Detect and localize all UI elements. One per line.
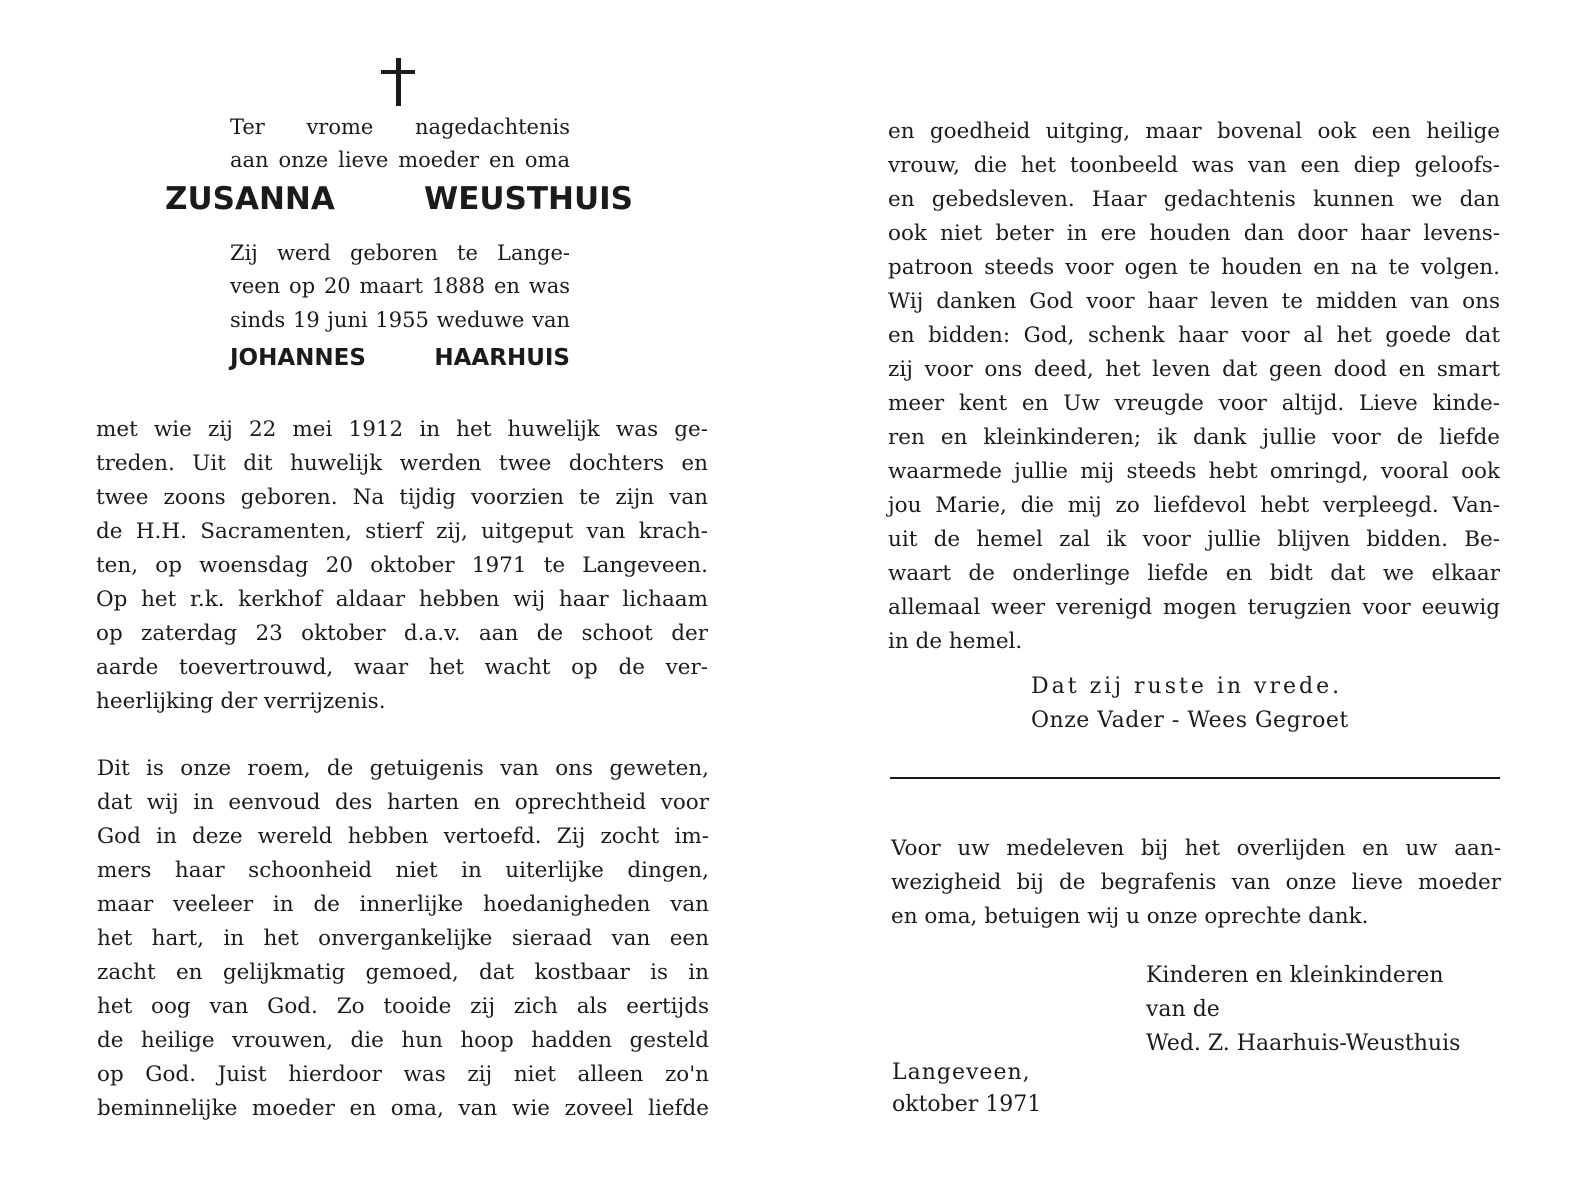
text-line: wezigheid bij de begrafenis van onze lieve moeder — [891, 870, 1501, 895]
text-line: mers haar schoonheid niet in uiterlijke dingen, — [97, 858, 709, 883]
text-line: de heilige vrouwen, die hun hoop hadden gesteld — [97, 1028, 709, 1053]
text-line: ren en kleinkinderen; ik dank jullie voor de liefde — [888, 425, 1500, 450]
date: oktober 1971 — [892, 1092, 1042, 1117]
biography-line-2: veen op 20 maart 1888 en was — [230, 274, 570, 298]
text-line: patroon steeds voor ogen te houden en na te volgen. — [888, 255, 1500, 280]
tribute-continuation-paragraph — [888, 115, 1500, 659]
text-line: jou Marie, die mij zo liefdevol hebt verpleegd. Van- — [888, 493, 1500, 518]
text-line: treden. Uit dit huwelijk werden twee dochters en — [96, 451, 708, 476]
text-line: Voor uw medeleven bij het overlijden en uw aan- — [891, 836, 1501, 861]
spouse-name: JOHANNES HAARHUIS — [230, 345, 570, 371]
life-story-paragraph — [96, 413, 708, 719]
text-line: uit de hemel zal ik voor jullie blijven bidden. Be- — [888, 527, 1500, 552]
text-line: Op het r.k. kerkhof aldaar hebben wij haar lichaam — [96, 587, 708, 612]
text-line: en bidden: God, schenk haar voor al het goede dat — [888, 323, 1500, 348]
tribute-paragraph — [97, 752, 709, 1126]
text-line: meer kent en Uw vreugde voor altijd. Lieve kinde- — [888, 391, 1500, 416]
deceased-name: ZUSANNA WEUSTHUIS — [165, 181, 633, 217]
text-line: het hart, in het onvergankelijke sieraad van een — [97, 926, 709, 951]
biography-line-3: sinds 19 juni 1955 weduwe van — [230, 308, 570, 332]
text-line: allemaal weer verenigd mogen terugzien voor eeuwig — [888, 595, 1500, 620]
memorial-header-line-2: aan onze lieve moeder en oma — [230, 148, 570, 172]
text-line: maar veeleer in de innerlijke hoedanigheden van — [97, 892, 709, 917]
divider — [890, 777, 1500, 779]
text-line: dat wij in eenvoud des harten en oprechtheid voor — [97, 790, 709, 815]
text-line: met wie zij 22 mei 1912 in het huwelijk was ge- — [96, 417, 708, 442]
prayer-line: Onze Vader - Wees Gegroet — [1031, 708, 1349, 733]
text-line: de H.H. Sacramenten, stierf zij, uitgeput van krach- — [96, 519, 708, 544]
signature-line-3: Wed. Z. Haarhuis-Weusthuis — [1146, 1031, 1461, 1056]
signature-line-2: van de — [1146, 997, 1220, 1022]
text-line: en oma, betuigen wij u onze oprechte dank. — [891, 904, 1369, 929]
text-line: ten, op woensdag 20 oktober 1971 te Langeveen. — [96, 553, 708, 578]
text-line: ook niet beter in ere houden dan door haar levens- — [888, 221, 1500, 246]
text-line: God in deze wereld hebben vertoefd. Zij zocht im- — [97, 824, 709, 849]
place: Langeveen, — [892, 1060, 1031, 1085]
text-line: waart de onderlinge liefde en bidt dat we elkaar — [888, 561, 1500, 586]
text-line: op zaterdag 23 oktober d.a.v. aan de schoot der — [96, 621, 708, 646]
text-line: aarde toevertrouwd, waar het wacht op de ver- — [96, 655, 708, 680]
text-line: zij voor ons deed, het leven dat geen dood en smart — [888, 357, 1500, 382]
thanks-paragraph — [891, 832, 1501, 934]
text-line: zacht en gelijkmatig gemoed, dat kostbaar is in — [97, 960, 709, 985]
text-line: in de hemel. — [888, 629, 1023, 654]
text-line: twee zoons geboren. Na tijdig voorzien te zijn van — [96, 485, 708, 510]
text-line: heerlijking der verrijzenis. — [96, 689, 386, 714]
biography-line-1: Zij werd geboren te Lange- — [230, 241, 570, 265]
memorial-header-line-1: Ter vrome nagedachtenis — [230, 115, 570, 139]
cross-icon — [381, 58, 415, 106]
text-line: Dit is onze roem, de getuigenis van ons geweten, — [97, 756, 709, 781]
text-line: en gebedsleven. Haar gedachtenis kunnen we dan — [888, 187, 1500, 212]
text-line: Wij danken God voor haar leven te midden van ons — [888, 289, 1500, 314]
text-line: op God. Juist hierdoor was zij niet alleen zo'n — [97, 1062, 709, 1087]
text-line: waarmede jullie mij steeds hebt omringd, vooral ook — [888, 459, 1500, 484]
signature-line-1: Kinderen en kleinkinderen — [1146, 963, 1444, 988]
rest-in-peace-line: Dat zij ruste in vrede. — [1031, 674, 1343, 699]
text-line: vrouw, die het toonbeeld was van een diep geloofs- — [888, 153, 1500, 178]
text-line: het oog van God. Zo tooide zij zich als eertijds — [97, 994, 709, 1019]
text-line: beminnelijke moeder en oma, van wie zoveel liefde — [97, 1096, 709, 1121]
text-line: en goedheid uitging, maar bovenal ook een heilige — [888, 119, 1500, 144]
